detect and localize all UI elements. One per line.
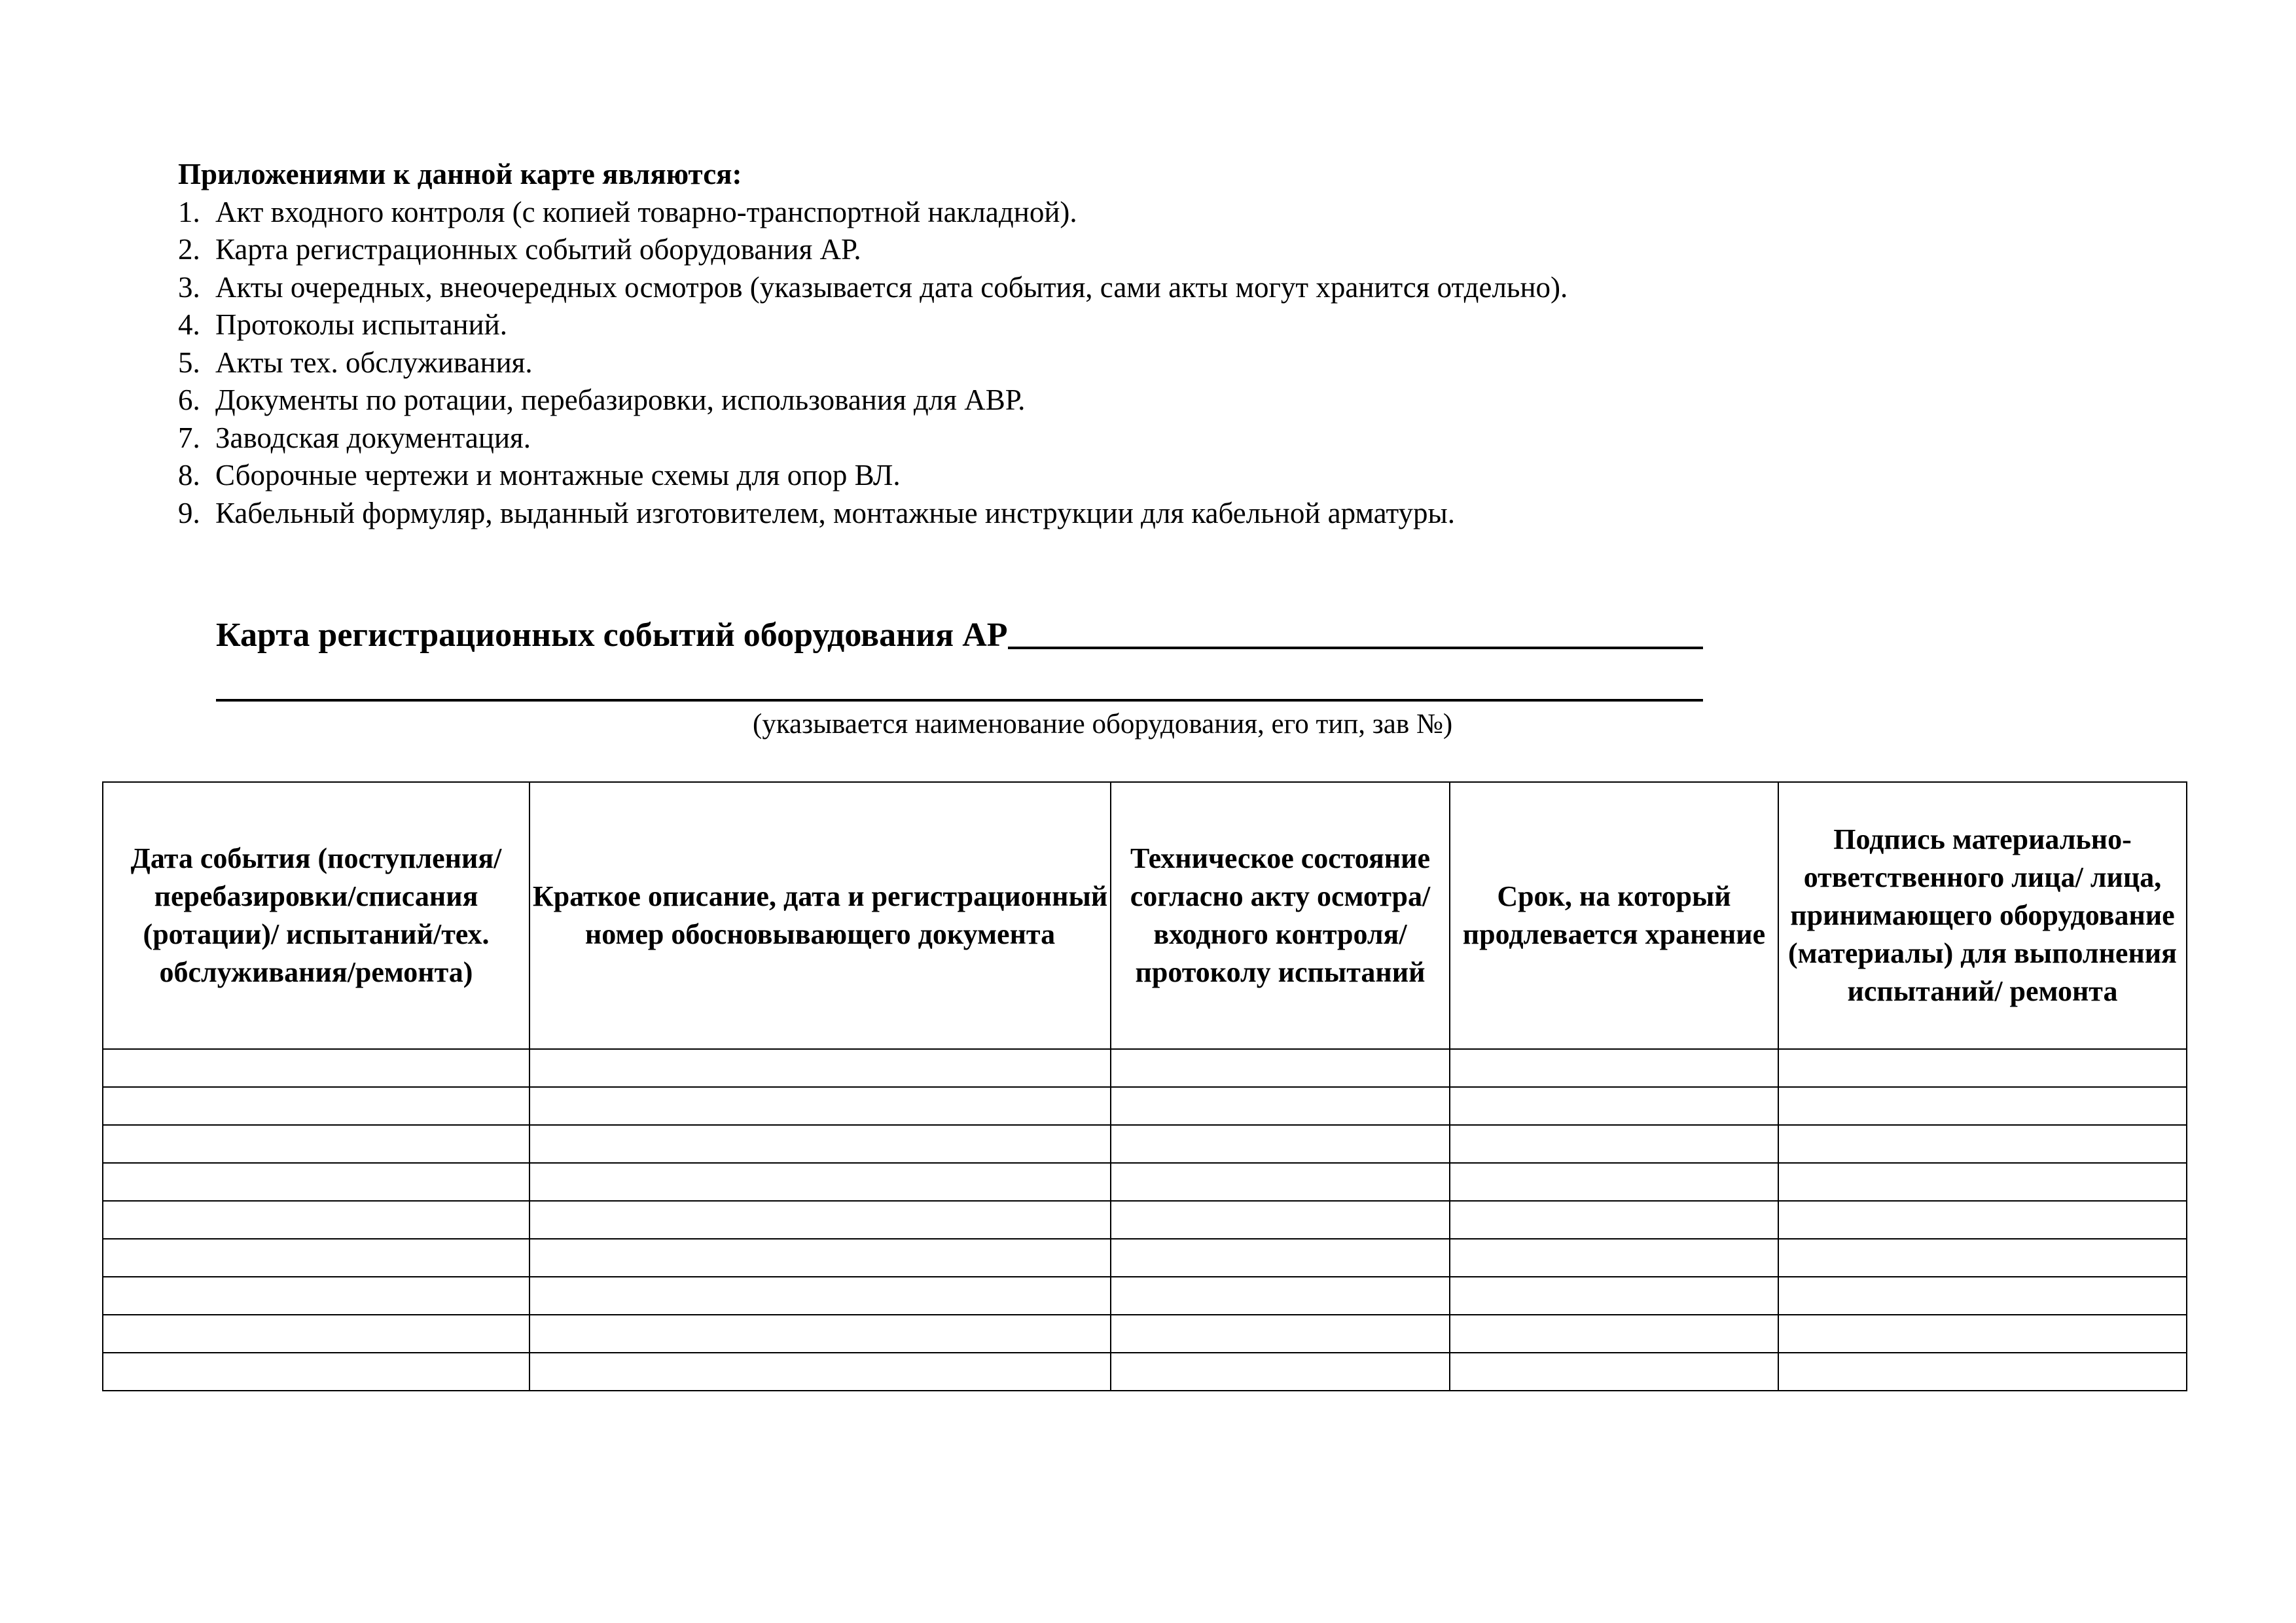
list-item — [178, 231, 2076, 269]
table-cell[interactable] — [1450, 1277, 1778, 1315]
table-cell[interactable] — [1778, 1163, 2187, 1201]
table-cell[interactable] — [1111, 1239, 1450, 1277]
list-item-text: Карта регистрационных событий оборудования АР. — [215, 233, 861, 266]
table-cell[interactable] — [1450, 1353, 1778, 1391]
table-row — [103, 1353, 2187, 1391]
equipment-name-line — [216, 699, 1703, 702]
table-cell[interactable] — [1111, 1353, 1450, 1391]
list-item-number: 7. — [178, 421, 200, 454]
header-description: Краткое описание, дата и регистрационный номер обосновывающего документа — [529, 782, 1111, 1049]
attachments-list — [178, 194, 2076, 533]
table-row — [103, 1163, 2187, 1201]
table-cell[interactable] — [529, 1087, 1111, 1125]
attachments-section — [178, 156, 2076, 532]
list-item-number: 2. — [178, 233, 200, 266]
list-item-number: 6. — [178, 383, 200, 416]
list-item — [178, 194, 2076, 232]
table-cell[interactable] — [529, 1353, 1111, 1391]
table-cell[interactable] — [1450, 1087, 1778, 1125]
equipment-caption: (указывается наименование оборудования, его тип, зав №) — [753, 709, 1453, 740]
header-storage-term: Срок, на который продлевается хранение — [1450, 782, 1778, 1049]
table-row — [103, 1315, 2187, 1353]
table-cell[interactable] — [1778, 1353, 2187, 1391]
list-item-text: Акты тех. обслуживания. — [215, 346, 533, 379]
table-cell[interactable] — [103, 1163, 529, 1201]
header-signature: Подпись материально-ответственного лица/ лица, принимающего оборудование (материалы) для выполнения испытаний/ ремонта — [1778, 782, 2187, 1049]
table-cell[interactable] — [103, 1201, 529, 1239]
table-cell[interactable] — [529, 1239, 1111, 1277]
table-cell[interactable] — [1778, 1049, 2187, 1087]
table-cell[interactable] — [1111, 1315, 1450, 1353]
table-cell[interactable] — [529, 1315, 1111, 1353]
list-item-number: 8. — [178, 459, 200, 491]
table-cell[interactable] — [529, 1163, 1111, 1201]
list-item — [178, 382, 2076, 419]
list-item — [178, 344, 2076, 382]
table-cell[interactable] — [529, 1125, 1111, 1163]
list-item-number: 9. — [178, 496, 200, 529]
table-row — [103, 1087, 2187, 1125]
table-cell[interactable] — [1450, 1201, 1778, 1239]
list-item-number: 4. — [178, 308, 200, 341]
list-item — [178, 269, 2076, 307]
list-item-number: 1. — [178, 195, 200, 228]
table-cell[interactable] — [1111, 1049, 1450, 1087]
table-cell[interactable] — [1111, 1277, 1450, 1315]
table-cell[interactable] — [1450, 1239, 1778, 1277]
list-item — [178, 457, 2076, 495]
attachments-heading: Приложениями к данной карте являются: — [178, 158, 742, 190]
table-cell[interactable] — [103, 1125, 529, 1163]
table-cell[interactable] — [1778, 1201, 2187, 1239]
table-cell[interactable] — [1778, 1087, 2187, 1125]
table-cell[interactable] — [103, 1239, 529, 1277]
table-row — [103, 1125, 2187, 1163]
card-title-text: Карта регистрационных событий оборудования АР — [216, 616, 1008, 654]
header-event-date: Дата события (поступления/ перебазировки/списания (ротации)/ испытаний/тех. обслуживания/ремонта) — [103, 782, 529, 1049]
table-cell[interactable] — [1111, 1201, 1450, 1239]
table-row — [103, 1277, 2187, 1315]
list-item-text: Протоколы испытаний. — [215, 308, 507, 341]
table-cell[interactable] — [103, 1277, 529, 1315]
list-item-text: Документы по ротации, перебазировки, использования для АВР. — [215, 383, 1026, 416]
table-cell[interactable] — [1450, 1049, 1778, 1087]
list-item-number: 3. — [178, 270, 200, 304]
table-cell[interactable] — [1778, 1239, 2187, 1277]
table-cell[interactable] — [529, 1201, 1111, 1239]
table-row — [103, 1239, 2187, 1277]
card-title — [216, 615, 1703, 656]
table-cell[interactable] — [103, 1315, 529, 1353]
list-item-text: Акты очередных, внеочередных осмотров (указывается дата события, сами акты могут хранится отдельно). — [215, 270, 1568, 304]
list-item-text: Акт входного контроля (с копией товарно-транспортной накладной). — [215, 195, 1077, 228]
table-header-row — [103, 782, 2187, 1049]
table-cell[interactable] — [1778, 1315, 2187, 1353]
table-cell[interactable] — [1111, 1087, 1450, 1125]
list-item-text: Сборочные чертежи и монтажные схемы для опор ВЛ. — [215, 459, 901, 491]
list-item-text: Заводская документация. — [215, 421, 531, 454]
events-table — [102, 781, 2187, 1391]
table-row — [103, 1049, 2187, 1087]
table-cell[interactable] — [103, 1353, 529, 1391]
list-item — [178, 306, 2076, 344]
list-item-text: Кабельный формуляр, выданный изготовителем, монтажные инструкции для кабельной арматуры. — [215, 496, 1455, 529]
table-cell[interactable] — [1778, 1277, 2187, 1315]
list-item-number: 5. — [178, 346, 200, 379]
table-cell[interactable] — [529, 1049, 1111, 1087]
table-cell[interactable] — [1778, 1125, 2187, 1163]
table-cell[interactable] — [1450, 1163, 1778, 1201]
table-cell[interactable] — [1111, 1163, 1450, 1201]
header-technical-state: Техническое состояние согласно акту осмотра/входного контроля/протоколу испытаний — [1111, 782, 1450, 1049]
list-item — [178, 495, 2076, 533]
table-cell[interactable] — [1450, 1315, 1778, 1353]
table-cell[interactable] — [1111, 1125, 1450, 1163]
table-cell[interactable] — [1450, 1125, 1778, 1163]
table-row — [103, 1201, 2187, 1239]
table-cell[interactable] — [529, 1277, 1111, 1315]
table-cell[interactable] — [103, 1087, 529, 1125]
list-item — [178, 419, 2076, 457]
table-cell[interactable] — [103, 1049, 529, 1087]
title-underline — [1008, 644, 1703, 649]
